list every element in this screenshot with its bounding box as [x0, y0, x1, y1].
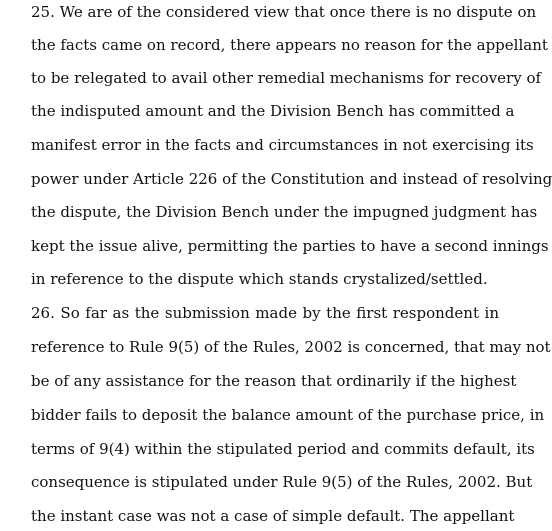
paragraph-25-line-4: the indisputed amount and the Division Bench has committed a: [31, 102, 515, 120]
paragraph-26-line-7: the instant case was not a case of simple default. The appellant: [31, 507, 515, 525]
paragraph-25-line-9: in reference to the dispute which stands crystalized/settled.: [31, 270, 488, 288]
paragraph-25-line-5: manifest error in the facts and circumstances in not exercising its: [31, 136, 534, 154]
paragraph-26-line-5: terms of 9(4) within the stipulated period and commits default, its: [31, 440, 535, 458]
paragraph-26-line-2: reference to Rule 9(5) of the Rules, 2002 is concerned, that may not: [31, 338, 551, 356]
paragraph-26-line-1: 26. So far as the submission made by the first respondent in: [31, 304, 499, 322]
paragraph-26-line-3: be of any assistance for the reason that ordinarily if the highest: [31, 372, 517, 390]
paragraph-25-line-6: power under Article 226 of the Constitution and instead of resolving: [31, 170, 552, 188]
paragraph-25-line-1: 25. We are of the considered view that once there is no dispute on: [31, 3, 537, 21]
paragraph-25-line-2: the facts came on record, there appears no reason for the appellant: [31, 36, 548, 54]
paragraph-25-line-3: to be relegated to avail other remedial mechanisms for recovery of: [31, 69, 542, 87]
paragraph-25-line-8: kept the issue alive, permitting the parties to have a second innings: [31, 237, 549, 255]
paragraph-26-line-6: consequence is stipulated under Rule 9(5) of the Rules, 2002. But: [31, 473, 533, 491]
paragraph-25-line-7: the dispute, the Division Bench under the impugned judgment has: [31, 203, 538, 221]
paragraph-26-line-4: bidder fails to deposit the balance amount of the purchase price, in: [31, 406, 545, 424]
